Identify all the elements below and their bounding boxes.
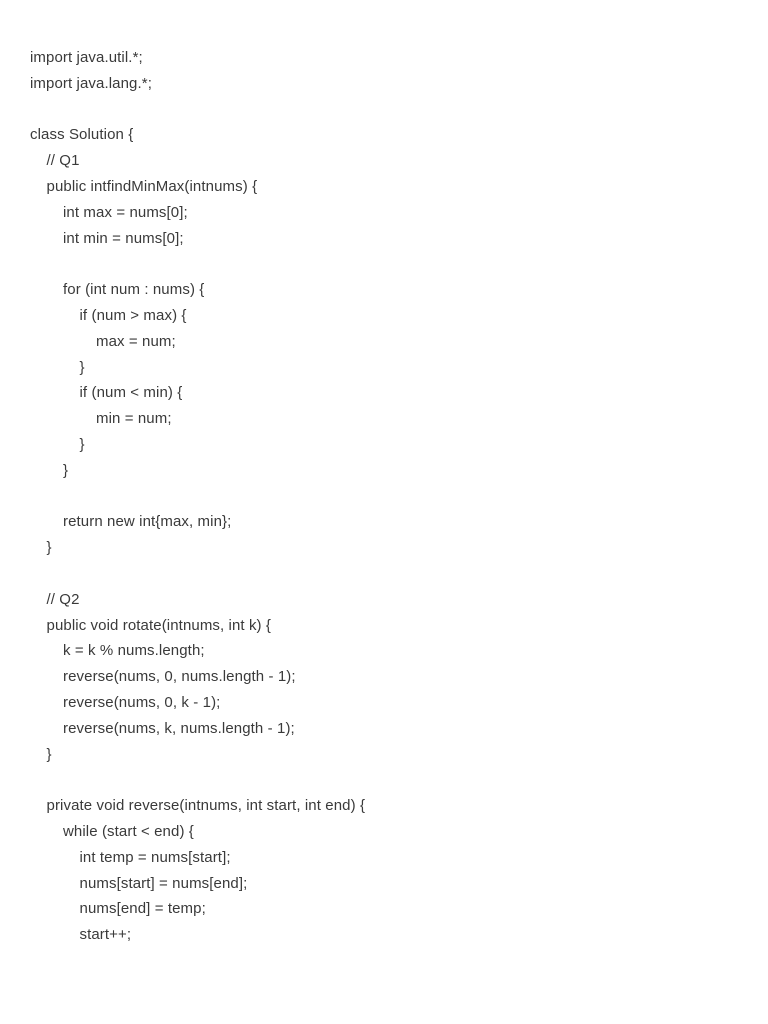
- code-line: }: [79, 435, 85, 453]
- code-line: k = k % nums.length;: [63, 642, 205, 660]
- code-line: public void rotate(intnums, int k) {: [46, 616, 272, 634]
- code-line: // Q2: [46, 590, 80, 608]
- code-line: }: [46, 539, 52, 557]
- blank-line: [30, 97, 748, 123]
- blank-line: [30, 251, 748, 277]
- code-line: nums[end] = temp;: [79, 900, 206, 918]
- code-line: max = num;: [96, 332, 176, 350]
- blank-line: [30, 484, 748, 510]
- code-line: }: [79, 358, 85, 376]
- code-line: private void reverse(intnums, int start, int end) {: [46, 797, 366, 815]
- code-line: import java.lang.*;: [30, 74, 152, 92]
- code-line: }: [46, 745, 52, 763]
- code-line: nums[start] = nums[end];: [79, 874, 248, 892]
- blank-line: [30, 767, 748, 793]
- code-line: // Q1: [46, 152, 80, 170]
- code-line: reverse(nums, 0, nums.length - 1);: [63, 668, 296, 686]
- code-line: import java.util.*;: [30, 49, 143, 66]
- code-line: int min = nums[0];: [63, 229, 184, 247]
- code-line: }: [63, 461, 69, 479]
- code-line: return new int{max, min};: [63, 513, 232, 531]
- code-line: reverse(nums, k, nums.length - 1);: [63, 719, 295, 737]
- code-line: class Solution {: [30, 126, 134, 144]
- code-line: public intfindMinMax(intnums) {: [46, 177, 258, 195]
- code-line: int temp = nums[start];: [79, 848, 231, 866]
- code-line: min = num;: [96, 410, 172, 428]
- code-line: for (int num : nums) {: [63, 281, 205, 299]
- code-line: if (num < min) {: [79, 384, 183, 402]
- code-line: if (num > max) {: [79, 306, 187, 324]
- blank-line: [30, 561, 748, 587]
- code-line: int max = nums[0];: [63, 203, 188, 221]
- code-line: start++;: [79, 926, 132, 944]
- code-line: reverse(nums, 0, k - 1);: [63, 693, 221, 711]
- code-line: while (start < end) {: [63, 822, 194, 840]
- code-document: [30, 45, 748, 948]
